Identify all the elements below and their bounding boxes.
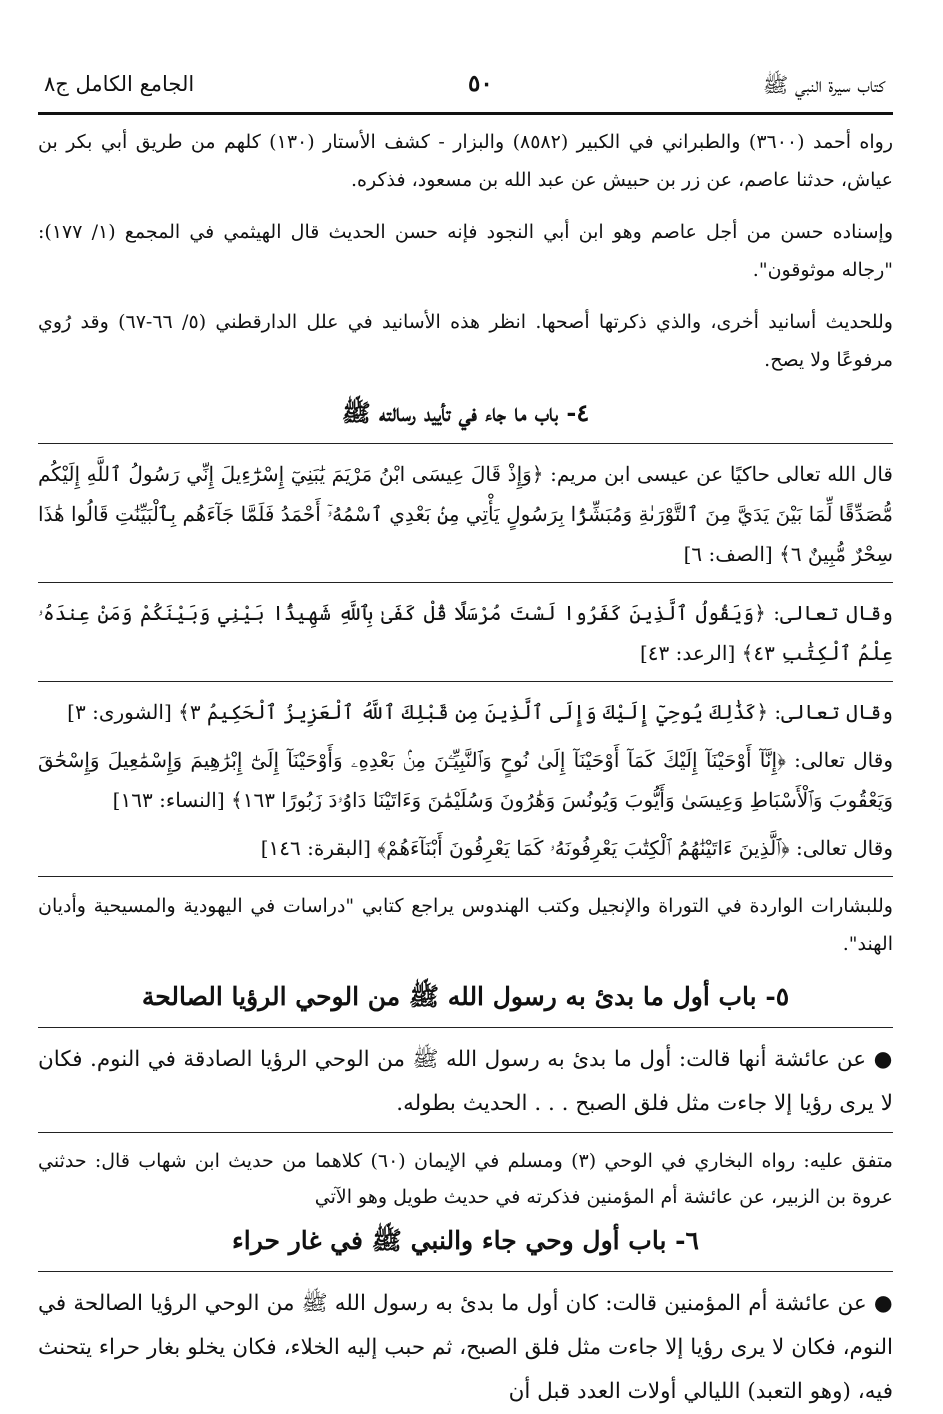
page-content	[38, 123, 893, 1414]
divider	[38, 1271, 893, 1272]
quran-verse: قال الله تعالى حاكيًا عن عيسى ابن مريم: ﴿وَإِذْ قَالَ عِيسَى ابْنُ مَرْيَمَ يَٰبَنِيٓ إِسْرَٰٓءِيلَ إِنِّي رَسُولُ ٱللَّهِ إِلَيْكُم مُّصَدِّقًا لِّمَا بَيْنَ يَدَيَّ مِنَ ٱلتَّوْرَىٰةِ وَمُبَشِّرًۢا بِرَسُولٍ يَأْتِي مِنۢ بَعْدِي ٱسْمُهُۥٓ أَحْمَدُ فَلَمَّا جَآءَهُم بِٱلْبَيِّنَٰتِ قَالُوا هَٰذَا سِحْرٌ مُّبِينٌ ٦﴾ [الصف: ٦]	[38, 462, 893, 566]
divider	[38, 1132, 893, 1133]
hadith-text	[38, 1282, 893, 1414]
volume-title: الجامع الكامل ج٨	[44, 72, 195, 96]
quran-verse: وقال تعالى: ﴿إِنَّآ أَوْحَيْنَآ إِلَيْكَ كَمَآ أَوْحَيْنَآ إِلَىٰ نُوحٍ وَٱلنَّبِيِّـۧنَ مِنۢ بَعْدِهِۦ وَأَوْحَيْنَآ إِلَىٰٓ إِبْرَٰهِيمَ وَإِسْمَٰعِيلَ وَإِسْحَٰقَ وَيَعْقُوبَ وَٱلْأَسْبَاطِ وَعِيسَىٰ وَأَيُّوبَ وَيُونُسَ وَهَٰرُونَ وَسُلَيْمَٰنَ وَءَاتَيْنَا دَاوُۥدَ زَبُورًا ١٦٣﴾ [النساء: ١٦٣]	[38, 748, 893, 812]
page-number: ٥٠	[468, 70, 493, 97]
book-title: كتاب سيرة النبي ﷺ	[762, 73, 885, 97]
hadith-body: عن عائشة أنها قالت: أول ما بدئ به رسول الله ﷺ من الوحي الرؤيا الصادقة في النوم. فكان لا يرى رؤيا إلا جاءت مثل فلق الصبح . . . الحديث بطوله.	[38, 1047, 893, 1116]
hadith-text	[38, 1038, 893, 1126]
divider	[38, 582, 893, 583]
divider	[38, 443, 893, 444]
hadith-body: عن عائشة أم المؤمنين قالت: كان أول ما بدئ به رسول الله ﷺ من الوحي الرؤيا الصالحة في النوم، فكان لا يرى رؤيا إلا جاءت مثل فلق الصبح، ثم حبب إليه الخلاء، فكان يخلو بغار حراء يتحنث فيه، (وهو التعبد) الليالي أولات العدد قبل أن	[38, 1291, 893, 1404]
footnote-paragraph: رواه أحمد (٣٦٠٠) والطبراني في الكبير (٨٥٨٢) والبزار - كشف الأستار (١٣٠) كلهم من طريق أبي بكر بن عياش، حدثنا عاصم، عن زر بن حبيش عن عبد الله بن مسعود، فذكره.	[38, 131, 894, 191]
header-rule	[38, 112, 893, 115]
bullet-icon: ●	[873, 1047, 893, 1072]
section-heading: ٤- باب ما جاء في تأييد رسالته ﷺ	[341, 398, 590, 427]
divider	[38, 876, 893, 877]
section-note: وللبشارات الواردة في التوراة والإنجيل وكتب الهندوس يراجع كتابي "دراسات في اليهودية والمسيحية وأديان الهند".	[38, 895, 893, 955]
footnote-paragraph: وإسناده حسن من أجل عاصم وهو ابن أبي النجود فإنه حسن الحديث قال الهيثمي في المجمع (١/ ١٧٧): "رجاله موثوقون".	[38, 221, 893, 281]
page-header	[38, 60, 893, 112]
quran-verse: وقال تعالى: ﴿كَذَٰلِكَ يُوحِيٓ إِلَيْكَ وَإِلَى ٱلَّذِينَ مِن قَبْلِكَ ٱللَّهُ ٱلْعَزِيزُ ٱلْحَكِيمُ ٣﴾ [الشورى: ٣]	[67, 700, 893, 724]
quran-verse: وقال تعالى: ﴿ٱلَّذِينَ ءَاتَيْنَٰهُمُ ٱلْكِتَٰبَ يَعْرِفُونَهُۥ كَمَا يَعْرِفُونَ أَبْنَآءَهُمْ﴾ [البقرة: ١٤٦]	[260, 836, 893, 860]
footnote-paragraph: وللحديث أسانيد أخرى، والذي ذكرتها أصحها. انظر هذه الأسانيد في علل الدارقطني (٥/ ٦٦-٦٧) وقد رُوي مرفوعًا ولا يصح.	[38, 311, 893, 371]
takhrij-text: متفق عليه: رواه البخاري في الوحي (٣) ومسلم في الإيمان (٦٠) كلاهما من حديث ابن شهاب قال: حدثني عروة بن الزبير، عن عائشة أم المؤمنين فذكرته في حديث طويل وهو الآتي	[38, 1150, 893, 1208]
divider	[38, 1027, 893, 1028]
section-heading: ٦- باب أول وحي جاء والنبي ﷺ في غار حراء	[232, 1226, 699, 1255]
section-heading: ٥- باب أول ما بدئ به رسول الله ﷺ من الوحي الرؤيا الصالحة	[141, 982, 790, 1011]
quran-verse: وقال تعالى: ﴿وَيَقُولُ ٱلَّذِينَ كَفَرُوا لَسْتَ مُرْسَلًا قُلْ كَفَىٰ بِٱللَّهِ شَهِيدًۢا بَيْنِي وَبَيْنَكُمْ وَمَنْ عِندَهُۥ عِلْمُ ٱلْكِتَٰبِ ٤٣﴾ [الرعد: ٤٣]	[38, 601, 893, 665]
divider	[38, 681, 893, 682]
bullet-icon: ●	[873, 1291, 893, 1316]
